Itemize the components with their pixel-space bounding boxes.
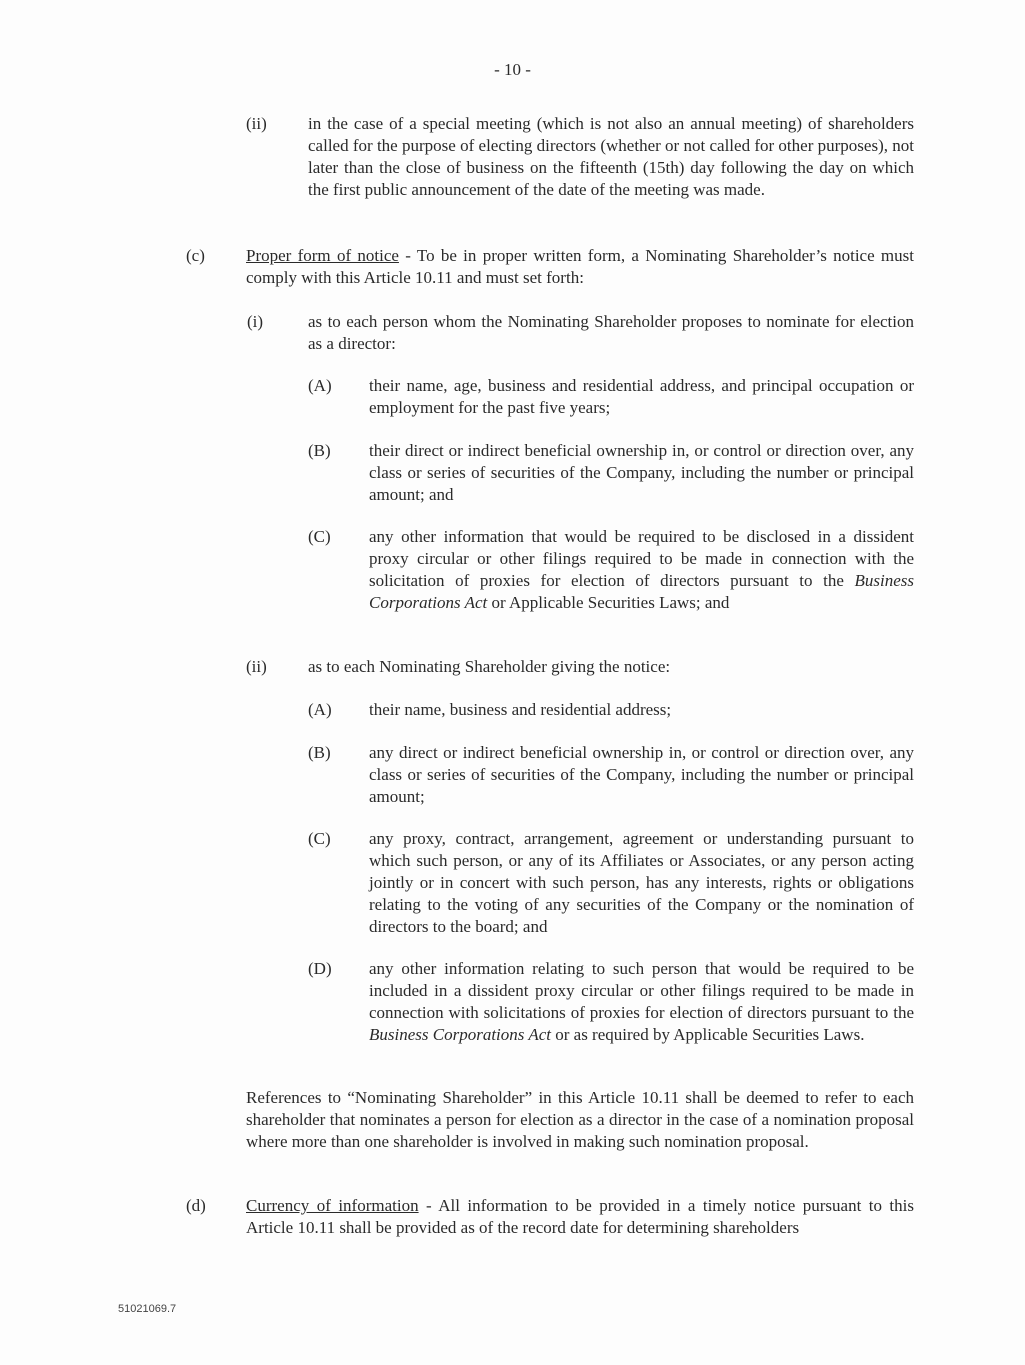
label-ii-special-meeting: (ii) <box>246 114 267 133</box>
page-number: - 10 - <box>494 60 531 79</box>
para-c-ii: as to each Nominating Shareholder giving the notice: <box>308 657 671 676</box>
para-d-currency <box>246 1195 914 1239</box>
label-d: (d) <box>186 1196 206 1215</box>
para-c-i: as to each person whom the Nominating Shareholder proposes to nominate for election as a director: <box>308 312 914 353</box>
label-c-ii-c: (C) <box>308 829 331 848</box>
label-c-ii-d: (D) <box>308 959 332 978</box>
para-c-ii-d-before: any other information relating to such person that would be required to be included in a dissident proxy circular or other filings required to be made in connection with solicitations of proxies for election of directors pursuant to the <box>369 959 914 1022</box>
label-c-ii-b: (B) <box>308 743 331 762</box>
para-d-text: - All information to be provided in a timely notice pursuant to this Article 10.11 shall be provided as of the record date for determining shareholders <box>246 1196 914 1237</box>
para-c-ii-c: any proxy, contract, arrangement, agreement or understanding pursuant to which such person, or any of its Affiliates or Associates, or any person acting jointly or in concert with such person, has any interests, rights or obligations relating to the voting of any securities of the Company or the nomination of directors to the board; and <box>369 829 914 936</box>
para-c-i-c-before: any other information that would be required to be disclosed in a dissident proxy circular or other filings required to be made in connection with the solicitation of proxies for election of directors pursuant to the <box>369 527 914 590</box>
heading-proper-form-of-notice: Proper form of notice <box>246 246 399 265</box>
para-c-text: - To be in proper written form, a Nominating Shareholder’s notice must comply with this Article 10.11 and must set forth: <box>246 246 914 287</box>
para-references: References to “Nominating Shareholder” in this Article 10.11 shall be deemed to refer to each shareholder that nominates a person for election as a director in the case of a nomination proposal where more than one shareholder is involved in making such nomination proposal. <box>246 1088 914 1151</box>
para-c-ii-a: their name, business and residential address; <box>369 700 672 719</box>
label-c-i-c: (C) <box>308 527 331 546</box>
label-c-i-a: (A) <box>308 376 332 395</box>
para-c-proper-form <box>246 245 914 289</box>
label-c-i: (i) <box>247 312 264 331</box>
para-c-ii-d <box>369 958 914 1046</box>
para-c-i-c-after: or Applicable Securities Laws; and <box>487 593 730 612</box>
act-title: Business Corporations Act <box>369 1025 551 1044</box>
para-c-i-c <box>369 526 914 614</box>
document-id: 51021069.7 <box>118 1303 177 1315</box>
label-c: (c) <box>186 246 205 265</box>
heading-currency-of-information: Currency of information <box>246 1196 419 1215</box>
label-c-ii: (ii) <box>246 657 267 676</box>
para-ii-special-meeting: in the case of a special meeting (which is not also an annual meeting) of shareholders called for the purpose of electing directors (whether or not called for other purposes), not later than the close of business on the fifteenth (15th) day following the day on which the first public announcement of the date of the meeting was made. <box>308 114 914 199</box>
para-c-i-a: their name, age, business and residential address, and principal occupation or employment for the past five years; <box>369 376 914 417</box>
para-c-ii-d-after: or as required by Applicable Securities Laws. <box>550 1025 865 1044</box>
act-title: Business Corporations Act <box>369 571 914 612</box>
para-c-ii-b: any direct or indirect beneficial ownership in, or control or direction over, any class or series of securities of the Company, including the number or principal amount; <box>369 743 914 806</box>
para-c-i-b: their direct or indirect beneficial ownership in, or control or direction over, any class or series of securities of the Company, including the number or principal amount; and <box>369 441 914 504</box>
label-c-ii-a: (A) <box>308 700 332 719</box>
label-c-i-b: (B) <box>308 441 331 460</box>
